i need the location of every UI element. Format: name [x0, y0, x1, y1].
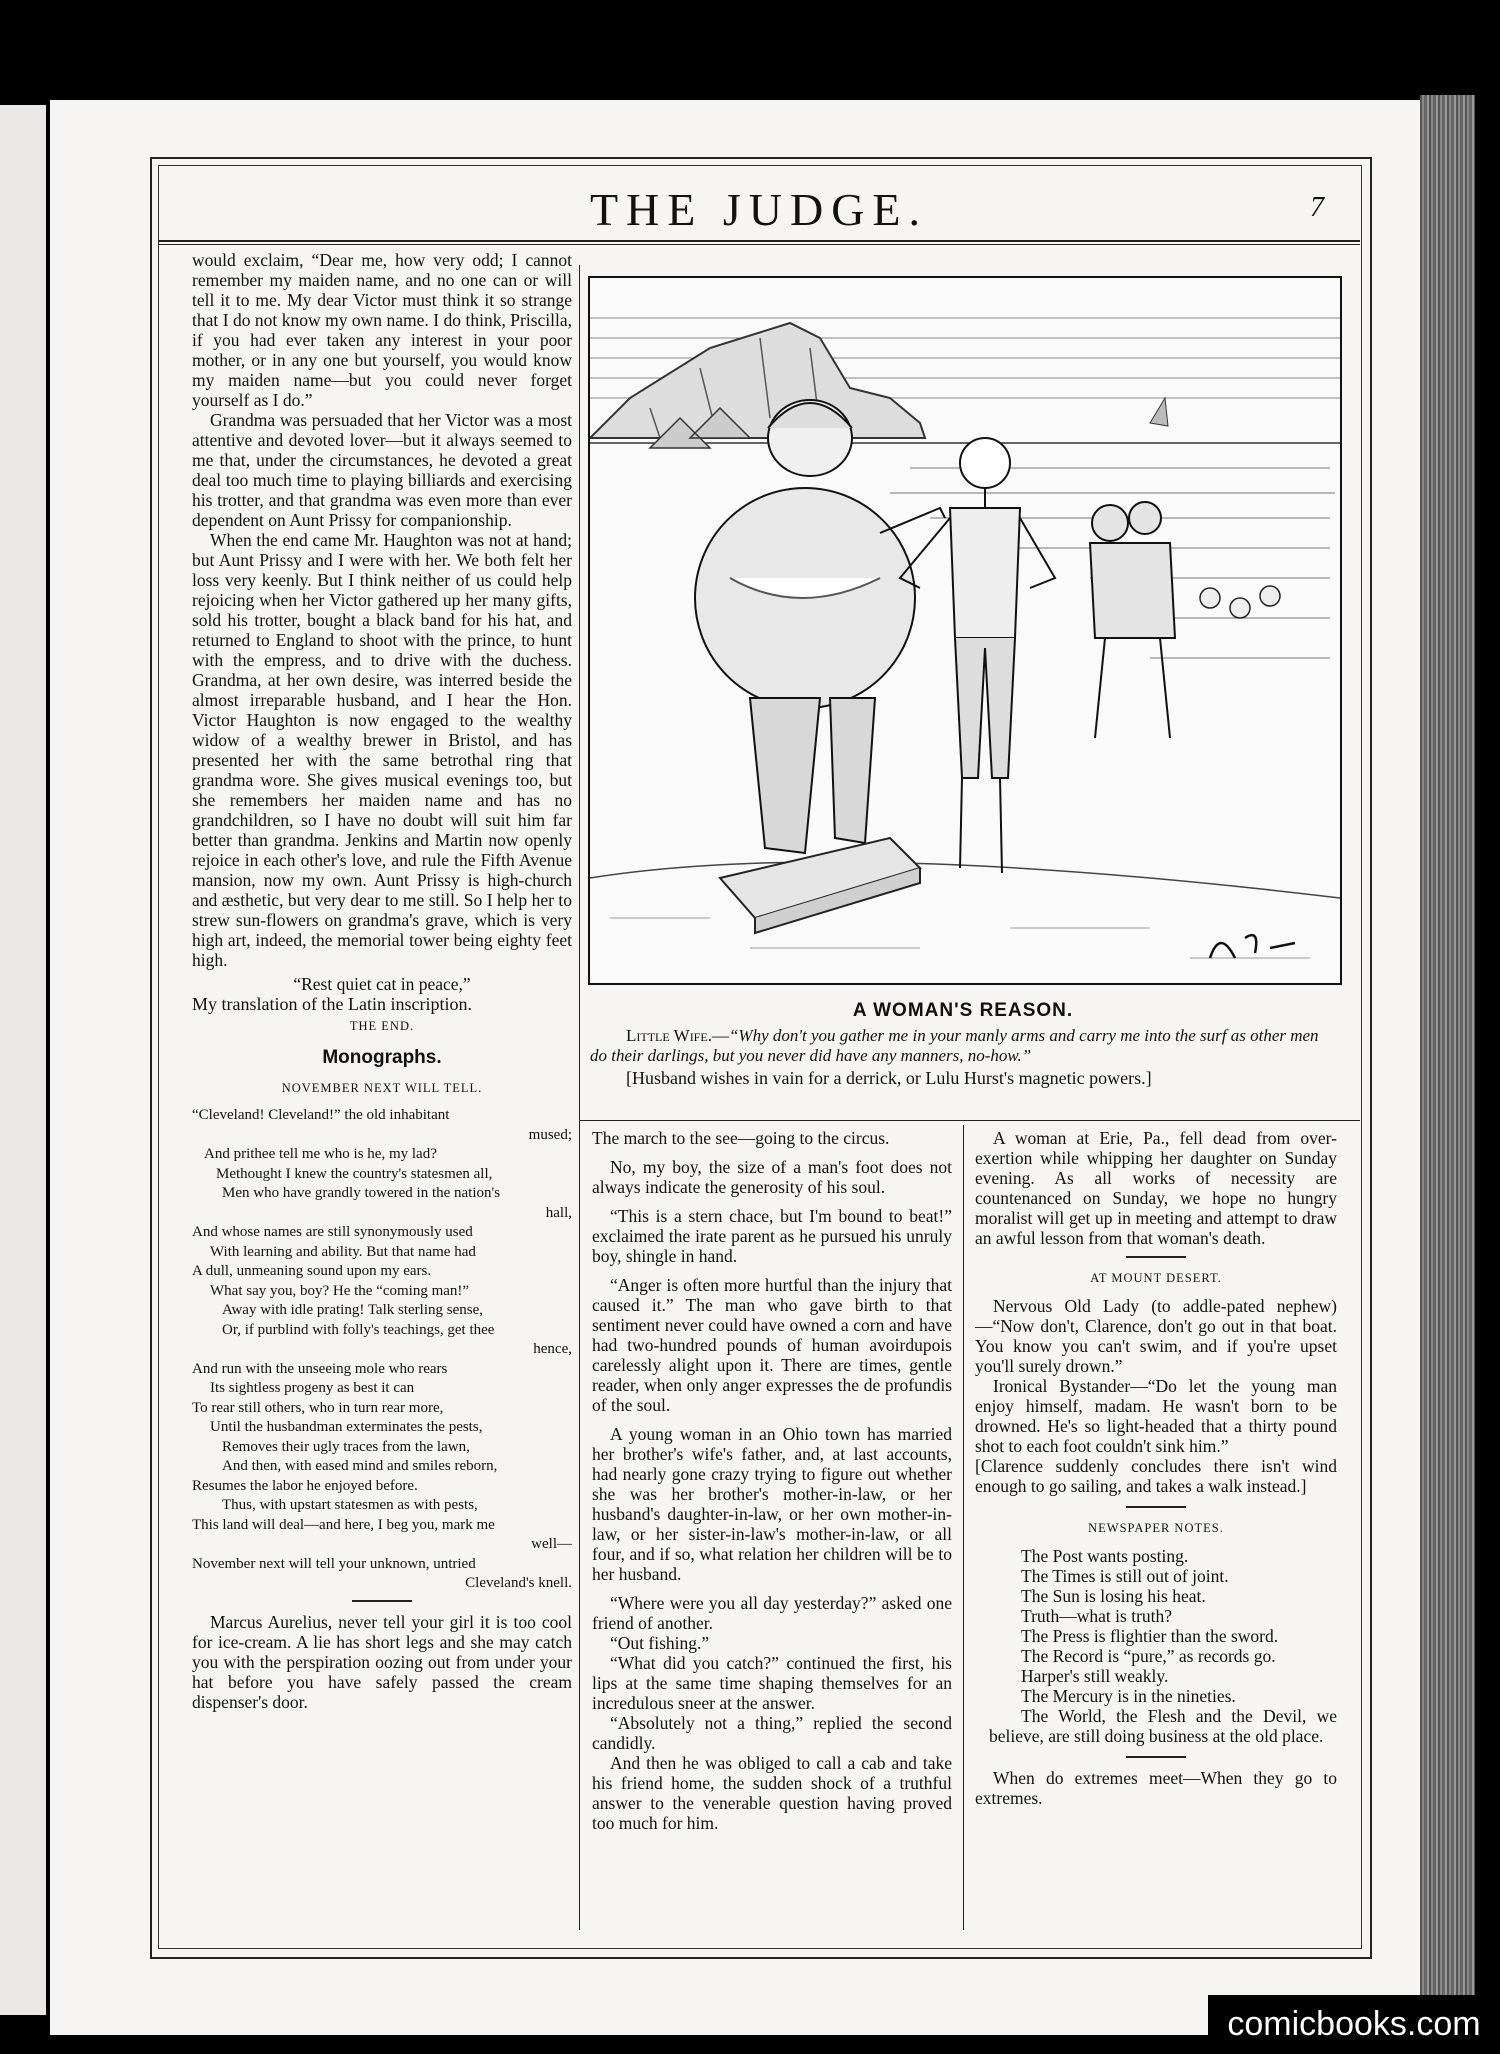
previous-page-edge: [0, 105, 46, 2015]
cartoon-bottom-rule: [580, 1120, 1360, 1121]
paragraph: “Anger is often more hurtful than the injury that caused it.” The man who gave birth to that sentiment never could have owned a corn and have had two-hundred pounds of human avoirdupois carelessly alight upon it. There are times, gentle reader, when only anger expresses the de profundis of the soul.: [592, 1275, 952, 1415]
column-right: [975, 1128, 1337, 1808]
section-divider: [1126, 1756, 1186, 1758]
poem-line: Thus, with upstart statesmen as with pests,: [222, 1497, 478, 1513]
masthead-title: THE JUDGE.: [589, 184, 929, 235]
section-divider: [352, 1600, 412, 1602]
paragraph: The march to the see—going to the circus.: [592, 1128, 890, 1148]
poem-line: Or, if purblind with folly's teachings, get thee: [222, 1321, 495, 1338]
artist-signature: [1210, 935, 1295, 958]
masthead-rule: [158, 240, 1360, 242]
poem: [192, 1106, 572, 1594]
note-line: Truth—what is truth?: [1021, 1606, 1173, 1626]
story-paragraph: Grandma was persuaded that her Victor was a most attentive and devoted lover—but it always seemed to me that, under the circumstances, he devoted a great deal too much time to playing billiards and exercising his trotter, and that grandma was even more than ever dependent on Aunt Prissy for companionship.: [192, 410, 572, 530]
note-line: The Post wants posting.: [1021, 1546, 1189, 1566]
poem-line: Until the husbandman exterminates the pests,: [210, 1419, 483, 1435]
paragraph: “Absolutely not a thing,” replied the second candidly.: [592, 1713, 952, 1753]
poem-line: And run with the unseeing mole who rears: [192, 1360, 448, 1377]
paragraph: And then he was obliged to call a cab and take his friend home, the sudden shock of a truthful answer to the venerable question having proved too much for him.: [592, 1753, 952, 1833]
monographs-heading: Monographs.: [322, 1047, 442, 1068]
paragraph: “Where were you all day yesterday?” asked one friend of another.: [592, 1593, 952, 1633]
column-rule: [579, 265, 580, 1930]
poem-line: With learning and ability. But that name had: [210, 1243, 476, 1260]
cartoon-note: [Husband wishes in vain for a derrick, or Lulu Hurst's magnetic powers.]: [626, 1068, 1152, 1088]
story-paragraph: When the end came Mr. Haughton was not at hand; but Aunt Prissy and I were with her. We both felt her loss very keenly. But I think neither of us could help rejoicing when her Victor gathered up her many gifts, sold his trotter, bought a black band for his hat, and returned to England to shoot with the prince, to hunt with the empress, and to drive with the duchess. Grandma, at her own desire, was interred beside the almost irreparable husband, and I hear the Hon. Victor Haughton is now engaged to the wealthy widow of a wealthy brewer in Bristol, and has presented her with the same betrothal ring that grandma wore. She gives musical evenings too, but she remembers her maiden name and has no grandchildren, so I have no doubt will suit him far better than grandma. Jenkins and Martin now openly rejoice in each other's love, and rule the Fifth Avenue mansion, now my own. Aunt Prissy is high-church and æsthetic, but very dear to me still. So I help her to strew sun-flowers on grandma's grave, which is very high art, indeed, the memorial tower being eighty feet high.: [192, 530, 572, 970]
poem-line: Resumes the labor he enjoyed before.: [192, 1477, 418, 1494]
note-line: The Mercury is in the nineties.: [1021, 1686, 1236, 1706]
page-number: 7: [1310, 192, 1324, 223]
note-line: The Record is “pure,” as records go.: [1021, 1646, 1276, 1666]
paragraph: No, my boy, the size of a man's foot does not always indicate the generosity of his soul.: [592, 1157, 952, 1197]
poem-line: November next will tell your unknown, untried: [192, 1555, 476, 1572]
column-middle: [592, 1128, 952, 1833]
mount-desert-paragraph: Ironical Bystander—“Do let the young man enjoy himself, madam. He wasn't born to be drowned. He's so light-headed that a thirty pound shot to each foot couldn't sink him.”: [975, 1376, 1337, 1456]
poem-line: Cleveland's knell.: [465, 1575, 572, 1591]
cartoon-illustration: [588, 276, 1342, 985]
mount-desert-heading: AT MOUNT DESERT.: [1090, 1271, 1222, 1285]
note-line: The Times is still out of joint.: [1021, 1566, 1229, 1586]
section-divider: [1126, 1506, 1186, 1508]
poem-line: What say you, boy? He the “coming man!”: [210, 1282, 470, 1299]
cartoon-caption: Little Wife.—“Why don't you gather me in your manly arms and carry me into the surf as other men do their darlings, but you never did have any manners, no-how.” [Husband wishes in vain for a derrick, or Lulu Hurst's magnetic powers.]: [590, 1026, 1336, 1088]
masthead: [158, 170, 1360, 262]
newspaper-notes-heading: NEWSPAPER NOTES.: [1088, 1521, 1224, 1535]
poem-line: A dull, unmeaning sound upon my ears.: [192, 1263, 432, 1279]
poem-line: mused;: [528, 1126, 572, 1143]
husband-figure: [900, 438, 1055, 873]
epitaph: “Rest quiet cat in peace,”: [293, 974, 471, 994]
poem-line: Men who have grandly towered in the nation's: [222, 1185, 501, 1201]
paragraph: “This is a stern chace, but I'm bound to beat!” exclaimed the irate parent as he pursued his unruly boy, shingle in hand.: [592, 1206, 952, 1266]
poem-line: And then, with eased mind and smiles reborn,: [222, 1458, 498, 1474]
poem-line: hall,: [545, 1204, 572, 1221]
newspaper-notes: [975, 1546, 1337, 1746]
beach-scene-drawing: [590, 278, 1340, 983]
cliff: [590, 323, 925, 438]
paragraph: A young woman in an Ohio town has married her brother's wife's father, and, at last accounts, had nearly gone crazy trying to figure out whether she was her brother's mother-in-law, or her husband's daughter-in-law, or her own mother-in-law, or her sister-in-law's mother-in-law, or all four, and if so, what relation her children will be to her husband.: [592, 1424, 952, 1584]
speaker-label: Little Wife.: [626, 1026, 712, 1045]
extremes-paragraph: When do extremes meet—When they go to extremes.: [975, 1768, 1337, 1808]
poem-line: Its sightless progeny as best it can: [210, 1380, 415, 1396]
mount-desert-paragraph: [Clarence suddenly concludes there isn't wind enough to go sailing, and takes a walk instead.]: [975, 1456, 1337, 1496]
marcus-paragraph: Marcus Aurelius, never tell your girl it is too cool for ice-cream. A lie has short legs and she may catch you with the perspiration oozing out from under your hat before you have safely passed the cream dispenser's door.: [192, 1611, 572, 1712]
poem-title: NOVEMBER NEXT WILL TELL.: [281, 1081, 483, 1095]
column-left: [192, 250, 572, 1712]
poem-line: well—: [531, 1536, 572, 1552]
cartoon-quote: “Why don't you gather me in your manly arms and carry me into the surf as other men do their darlings, but you never did have any manners, no-how.”: [590, 1026, 1319, 1065]
paragraph: “Out fishing.”: [610, 1633, 710, 1653]
poem-line: Methought I knew the country's statesmen all,: [216, 1165, 493, 1182]
erie-paragraph: A woman at Erie, Pa., fell dead from over-exertion while whipping her daughter on Sunday evening. As all works of necessity are countenanced on Sunday, we hope no hungry moralist will get up in meeting and attempt to draw an awful lesson from that woman's death.: [975, 1128, 1337, 1248]
paragraph: “What did you catch?” continued the first, his lips at the same time shaping themselves for an incredulous sneer at the answer.: [592, 1653, 952, 1713]
poem-line: Removes their ugly traces from the lawn,: [222, 1438, 470, 1455]
note-line: Harper's still weakly.: [1021, 1666, 1169, 1686]
the-end: THE END.: [349, 1019, 415, 1033]
couple-in-surf: [1090, 502, 1175, 738]
column-rule: [963, 1125, 964, 1930]
book-binding-edge: [1420, 95, 1475, 2025]
poem-line: And prithee tell me who is he, my lad?: [204, 1146, 437, 1162]
poem-line: Away with idle prating! Talk sterling sense,: [222, 1302, 483, 1318]
poem-line: And whose names are still synonymously used: [192, 1224, 473, 1240]
story-paragraph: would exclaim, “Dear me, how very odd; I cannot remember my maiden name, and no one can or will tell it to me. My dear Victor must think it so strange that I do not know my own name. I do think, Priscilla, if you had ever taken any interest in your poor mother, or in any one but yourself, you would know my maiden name—but you could never forget yourself as I do.”: [192, 250, 572, 410]
poem-line: “Cleveland! Cleveland!” the old inhabitant: [192, 1107, 450, 1123]
masthead-rule-thin: [158, 244, 1360, 245]
watermark-logo[interactable]: comicbooks.com: [1208, 1995, 1500, 2054]
note-line: The Press is flightier than the sword.: [1021, 1626, 1279, 1646]
note-line: The Sun is losing his heat.: [1021, 1586, 1206, 1606]
poem-line: This land will deal—and here, I beg you, mark me: [192, 1516, 495, 1533]
note-line: The World, the Flesh and the Devil, we believe, are still doing business at the old place.: [989, 1706, 1337, 1746]
translation-line: My translation of the Latin inscription.: [192, 994, 472, 1014]
poem-line: To rear still others, who in turn rear more,: [192, 1399, 444, 1416]
little-wife-figure: [695, 400, 945, 853]
cartoon-title: A WOMAN'S REASON.: [852, 1000, 1074, 1021]
mount-desert-paragraph: Nervous Old Lady (to addle-pated nephew)—“Now don't, Clarence, don't go out in that boat. You know you can't swim, and if you're upset you'll surely drown.”: [975, 1296, 1337, 1376]
section-divider: [1126, 1256, 1186, 1258]
swimmers: [1200, 586, 1280, 618]
poem-line: hence,: [533, 1341, 572, 1357]
